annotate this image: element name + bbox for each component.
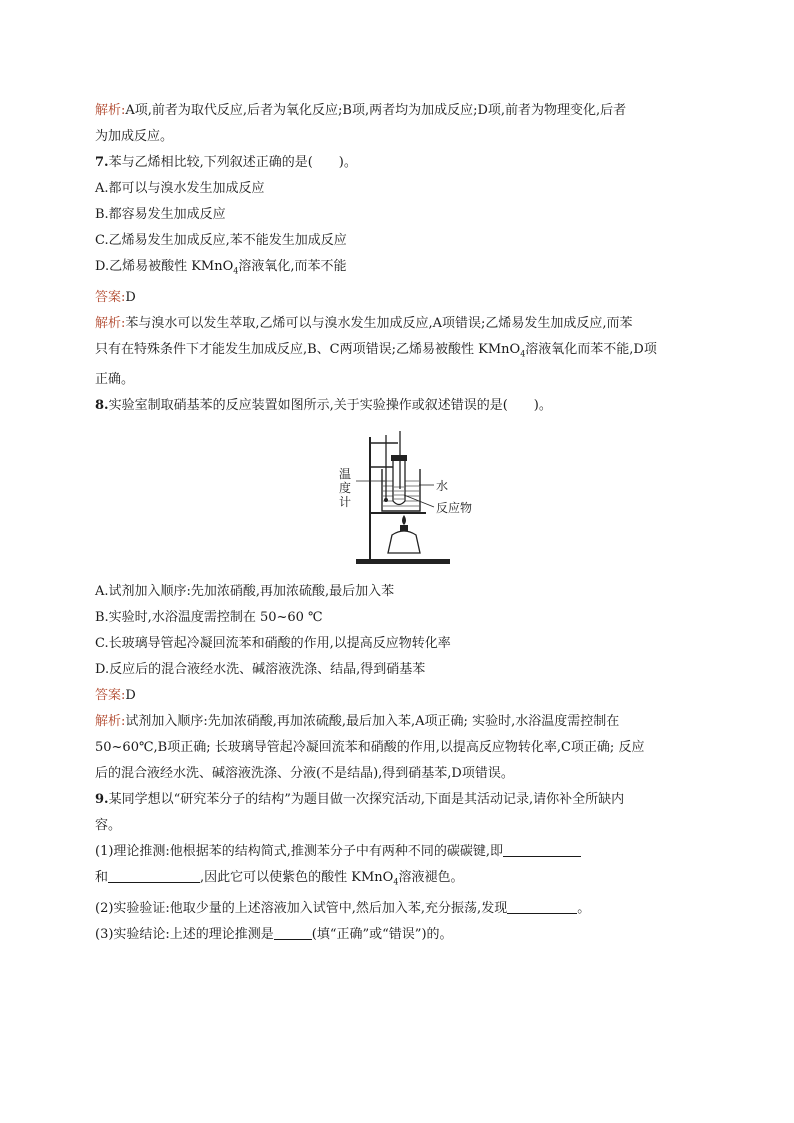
q8-option-a: A.试剂加入顺序:先加浓硝酸,再加浓硫酸,最后加入苯 (95, 584, 395, 600)
q8-analysis-line1: 解析:试剂加入顺序:先加浓硝酸,再加浓硫酸,最后加入苯,A项正确; 实验时,水浴温度需控制在 (95, 714, 620, 730)
answer-blank[interactable] (274, 925, 312, 940)
answer-blank[interactable] (507, 899, 577, 914)
question-8-stem: 8.实验室制取硝基苯的反应装置如图所示,关于实验操作或叙述错误的是( )。 (95, 398, 552, 414)
q8-analysis-line2: 50~60℃,B项正确; 长玻璃导管起冷凝回流苯和硝酸的作用,以提高反应物转化率,C项正确; 反应 (95, 740, 645, 756)
q7-option-d: D.乙烯易被酸性 KMnO$_4$溶液氧化,而苯不能 (95, 259, 347, 276)
q7-option-a: A.都可以与溴水发生加成反应 (95, 181, 265, 196)
q8-analysis-line3: 后的混合液经水洗、碱溶液洗涤、分液(不是结晶),得到硝基苯,D项错误。 (95, 766, 514, 782)
q9-part3: (3)实验结论:上述的理论推测是 (填“正确”或“错误”)的。 (95, 926, 453, 942)
answer-label: 答案: (95, 688, 126, 704)
water-label: 水 (436, 479, 449, 494)
analysis-label: 解析: (95, 714, 126, 730)
q8-option-c: C.长玻璃导管起冷凝回流苯和硝酸的作用,以提高反应物转化率 (95, 636, 451, 652)
question-number: 9. (95, 792, 109, 808)
q8-option-b: B.实验时,水浴温度需控制在 50~60 ℃ (95, 610, 323, 626)
reactant-label: 反应物 (436, 501, 473, 516)
answer-blank[interactable] (108, 868, 200, 883)
question-9-stem-line2: 容。 (95, 818, 122, 834)
question-7-stem: 7.苯与乙烯相比较,下列叙述正确的是( )。 (95, 155, 357, 170)
q7-analysis-line2: 只有在特殊条件下才能发生加成反应,B、C两项错误;乙烯易被酸性 KMnO$_4$溶液氧化而苯不能,D项 (95, 341, 657, 359)
answer-label: 答案: (95, 289, 126, 305)
q7-option-b: B.都容易发生加成反应 (95, 207, 226, 222)
q9-part1-line1: (1)理论推测:他根据苯的结构简式,推测苯分子中有两种不同的碳碳键,即 (95, 839, 695, 865)
nitrobenzene-apparatus-figure (95, 429, 695, 579)
question-number: 7. (95, 155, 109, 170)
q7-answer: 答案:D (95, 289, 136, 305)
q7-option-c: C.乙烯易发生加成反应,苯不能发生加成反应 (95, 233, 347, 248)
thermometer-label: 温 度 计 (338, 467, 351, 510)
q7-analysis-line3: 正确。 (95, 372, 135, 388)
analysis-label: 解析: (95, 315, 126, 331)
q6-analysis-line2: 为加成反应。 (95, 129, 174, 144)
q8-answer: 答案:D (95, 688, 136, 704)
q9-part2: (2)实验验证:他取少量的上述溶液加入试管中,然后加入苯,充分振荡,发现 。 (95, 900, 591, 916)
question-9-stem-line1: 9.某同学想以“研究苯分子的结构”为题目做一次探究活动,下面是其活动记录,请你补全所缺内 (95, 792, 625, 808)
document-page (95, 98, 695, 948)
q7-analysis-line1: 解析:苯与溴水可以发生萃取,乙烯可以与溴水发生加成反应,A项错误;乙烯易发生加成反应,而苯 (95, 315, 633, 331)
q9-part1-line2: 和 ,因此它可以使紫色的酸性 KMnO$_4$溶液褪色。 (95, 870, 464, 887)
answer-blank[interactable] (503, 842, 581, 857)
q8-option-d: D.反应后的混合液经水洗、碱溶液洗涤、结晶,得到硝基苯 (95, 662, 426, 678)
analysis-label: 解析: (95, 103, 126, 118)
q6-analysis-line1: 解析:A项,前者为取代反应,后者为氧化反应;B项,两者均为加成反应;D项,前者为物理变化,后者 (95, 103, 627, 118)
question-number: 8. (95, 398, 109, 414)
